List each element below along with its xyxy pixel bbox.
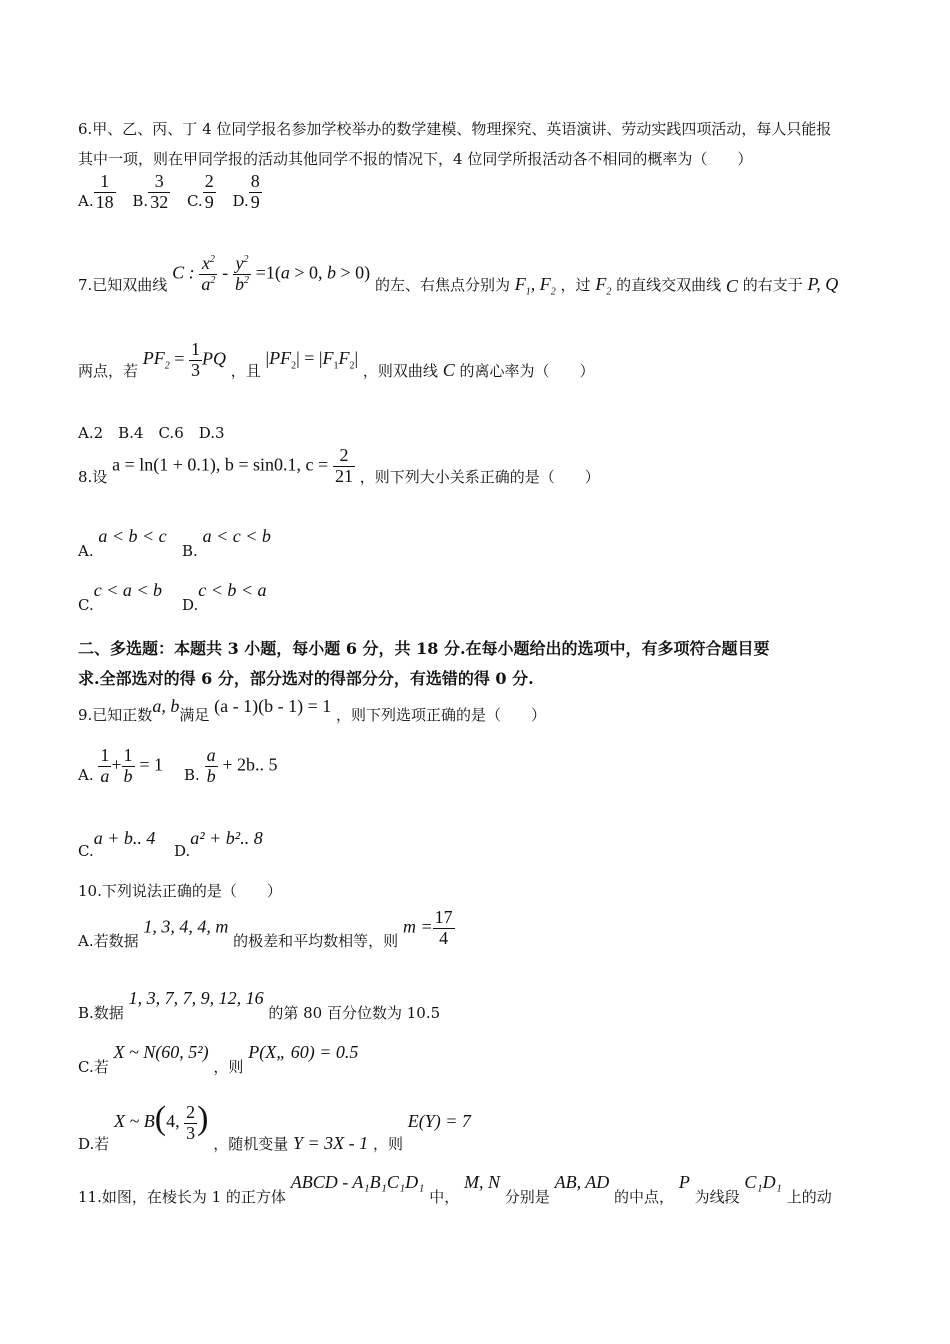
q6-options xyxy=(78,172,262,213)
q10-opt-c: C.若 X ~ N(60, 5²) ，则 P(X„ 60) = 0.5 xyxy=(78,1042,359,1076)
q7-line1: 7.已知双曲线 C : $\frac{x^2}{a^2}$ - $\frac{y^2}{b^2}$ =1(a > 0, b > 0) 的左、右焦点分别为 $F_1$, $F_2$ ，过 $F_2$ 的直线交双曲线 C 的右支于 P, Q xyxy=(78,253,839,298)
q10-title: 10.下列说法正确的是（ ） xyxy=(78,882,282,900)
q6-opt-a: A. $\frac{1}{18}$ xyxy=(78,171,114,212)
q8-opt-b: B. a < c < b xyxy=(182,526,271,560)
section2-line1: 二、多选题：本题共 3 小题，每小题 6 分，共 18 分.在每小题给出的选项中，有多项符合题目要 xyxy=(78,639,770,658)
q6-opt-c: C. $\frac{2}{9}$ xyxy=(186,171,214,212)
q6-opt-b: B. $\frac{3}{32}$ xyxy=(132,171,169,212)
q6-line2: 其中一项，则在甲同学报的活动其他同学不报的情况下，4 位同学所报活动各不相同的概率为（ ） xyxy=(78,150,753,168)
q7-options: A.2 B.4 C.6 D.3 xyxy=(78,424,225,442)
q6-opt-d: D. $\frac{8}{9}$ xyxy=(232,171,260,212)
q10-opt-a: A.若数据 1, 3, 4, 4, m 的极差和平均数相等，则 m = $\frac{17}{4}$ xyxy=(78,907,453,951)
q8-opt-d: D.c < b < a xyxy=(182,580,267,614)
q9-opt-d: D.a² + b².. 8 xyxy=(174,828,263,860)
q8-opt-a: A. a < b < c xyxy=(78,526,167,560)
q7-line2: 两点，若 $PF_2$ = $\frac{1}{3}$ PQ ，且 $|PF_2| = |F_1F_2|$ ，则双曲线 C 的离心率为（ ） xyxy=(78,339,595,381)
q6-line1: 6.甲、乙、丙、丁 4 位同学报名参加学校举办的数学建模、物理探究、英语演讲、劳动实践四项活动，每人只能报 xyxy=(78,120,832,138)
q10-opt-b: B.数据 1, 3, 7, 7, 9, 12, 16 的第 80 百分位数为 10.5 xyxy=(78,988,441,1022)
q8-opt-c: C.c < a < b xyxy=(78,580,163,614)
q9-opt-b: B. $\frac{a}{b}$ + 2b.. 5 xyxy=(184,745,278,786)
q9-stem: 9.已知正数a, b满足 (a - 1)(b - 1) = 1 ，则下列选项正确的是（ ） xyxy=(78,696,547,724)
q8-stem: 8.设 a = ln(1 + 0.1), b = sin0.1, c = $\frac{2}{21}$ ，则下列大小关系正确的是（ ） xyxy=(78,445,600,487)
q10-opt-d: D.若 X ~ B(4, $\frac{2}{3}$ ) ，随机变量 Y = 3X - 1 ，则 E(Y) = 7 xyxy=(78,1100,471,1153)
q9-opt-c: C.a + b.. 4 xyxy=(78,828,156,860)
q11-stem: 11.如图，在棱长为 1 的正方体 ABCD - A₁B₁C₁D₁ 中， M, N 分别是 AB, AD 的中点， P 为线段 C₁D₁ 上的动 xyxy=(78,1172,832,1206)
section2-line2: 求.全部选对的得 6 分，部分选对的得部分分，有选错的得 0 分. xyxy=(78,669,534,688)
q9-opt-a: A. $\frac{1}{a}$ + $\frac{1}{b}$ = 1 xyxy=(78,745,163,786)
